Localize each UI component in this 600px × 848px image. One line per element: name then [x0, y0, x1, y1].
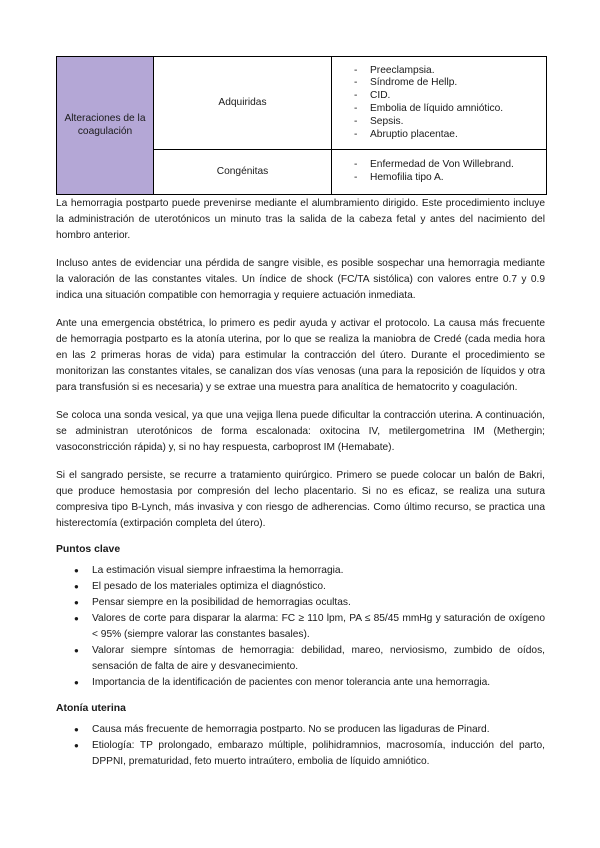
list-item: ● El pesado de los materiales optimiza el diagnóstico. — [56, 579, 545, 595]
document-body — [56, 196, 545, 782]
table-row — [57, 57, 547, 150]
items-list — [354, 65, 540, 142]
list-item: ● Valores de corte para disparar la alarma: FC ≥ 110 lpm, PA ≤ 85/45 mmHg y saturación de oxígeno < 95% (siempre valorar las constantes basales). — [56, 611, 545, 643]
paragraph: Se coloca una sonda vesical, ya que una vejiga llena puede dificultar la contracción uterina. A continuación, se administran uterotónicos de forma escalonada: oxitocina IV, metilergometrina IM (Methergin; vasoconstricción rápida) y, si no hay respuesta, carboprost IM (Hemabate). — [56, 410, 545, 453]
list-item: ● Causa más frecuente de hemorragia postparto. No se producen las ligaduras de Pinard. — [56, 722, 545, 738]
list-item: ● La estimación visual siempre infraestima la hemorragia. — [56, 563, 545, 579]
paragraph: Si el sangrado persiste, se recurre a tratamiento quirúrgico. Primero se puede colocar un balón de Bakri, que produce hemostasia por compresión del lecho placentario. Si no es eficaz, se realiza una sutura compresiva tipo B-Lynch, más invasiva y con riesgo de adherencias. Como último recurso, se practica una histerectomía (extirpación completa del útero). — [56, 470, 545, 529]
list-item: - Preeclampsia. — [354, 65, 540, 78]
items-list — [354, 159, 540, 185]
puntos-clave-list — [56, 563, 545, 691]
list-item: - Enfermedad de Von Willebrand. — [354, 159, 540, 172]
list-item: ● Valorar siempre síntomas de hemorragia: debilidad, mareo, nerviosismo, zumbido de oídos, sensación de falta de aire y desvanecimiento. — [56, 643, 545, 675]
atonia-list — [56, 722, 545, 770]
items-cell — [332, 57, 547, 150]
list-item: - Síndrome de Hellp. — [354, 77, 540, 90]
section-heading-atonia-uterina: Atonía uterina — [56, 703, 126, 714]
list-item: ● Pensar siempre en la posibilidad de hemorragias ocultas. — [56, 595, 545, 611]
section-heading-puntos-clave: Puntos clave — [56, 544, 121, 555]
list-item: - CID. — [354, 90, 540, 103]
paragraph: Ante una emergencia obstétrica, lo primero es pedir ayuda y activar el protocolo. La causa más frecuente de hemorragia postparto es la atonía uterina, por lo que se realiza la maniobra de Credé (cada media hora en las 2 primeras horas de vida) para estimular la contracción del útero. Durante el procedimiento se monitorizan las constantes vitales, se canalizan dos vías venosas (una para la reposición de líquidos y otra para transfusión si es necesaria) y se extrae una muestra para analítica de hematocrito y coagulación. — [56, 318, 545, 393]
category-cell: Alteraciones de la coagulación — [57, 57, 154, 195]
subtype-cell: Congénitas — [154, 150, 332, 195]
list-item: ● Importancia de la identificación de pacientes con menor tolerancia ante una hemorragia. — [56, 675, 545, 691]
list-item: - Hemofilia tipo A. — [354, 172, 540, 185]
list-item: - Sepsis. — [354, 116, 540, 129]
items-cell — [332, 150, 547, 195]
paragraph: La hemorragia postparto puede prevenirse mediante el alumbramiento dirigido. Este procedimiento incluye la administración de uterotónicos un minuto tras la salida de la cabeza fetal y antes del nacimiento del hombro anterior. — [56, 198, 545, 241]
list-item: - Abruptio placentae. — [354, 129, 540, 142]
paragraph: Incluso antes de evidenciar una pérdida de sangre visible, es posible sospechar una hemorragia mediante la valoración de las constantes vitales. Un índice de shock (FC/TA sistólica) con valores entre 0.7 y 0.9 indica una situación compatible con hemorragia y requiere actuación inmediata. — [56, 258, 545, 301]
list-item: ● Etiología: TP prolongado, embarazo múltiple, polihidramnios, macrosomía, inducción del parto, DPPNI, prematuridad, feto muerto intraútero, embolia de líquido amniótico. — [56, 738, 545, 770]
list-item: - Embolia de líquido amniótico. — [354, 103, 540, 116]
subtype-cell: Adquiridas — [154, 57, 332, 150]
coagulation-table — [56, 56, 547, 195]
